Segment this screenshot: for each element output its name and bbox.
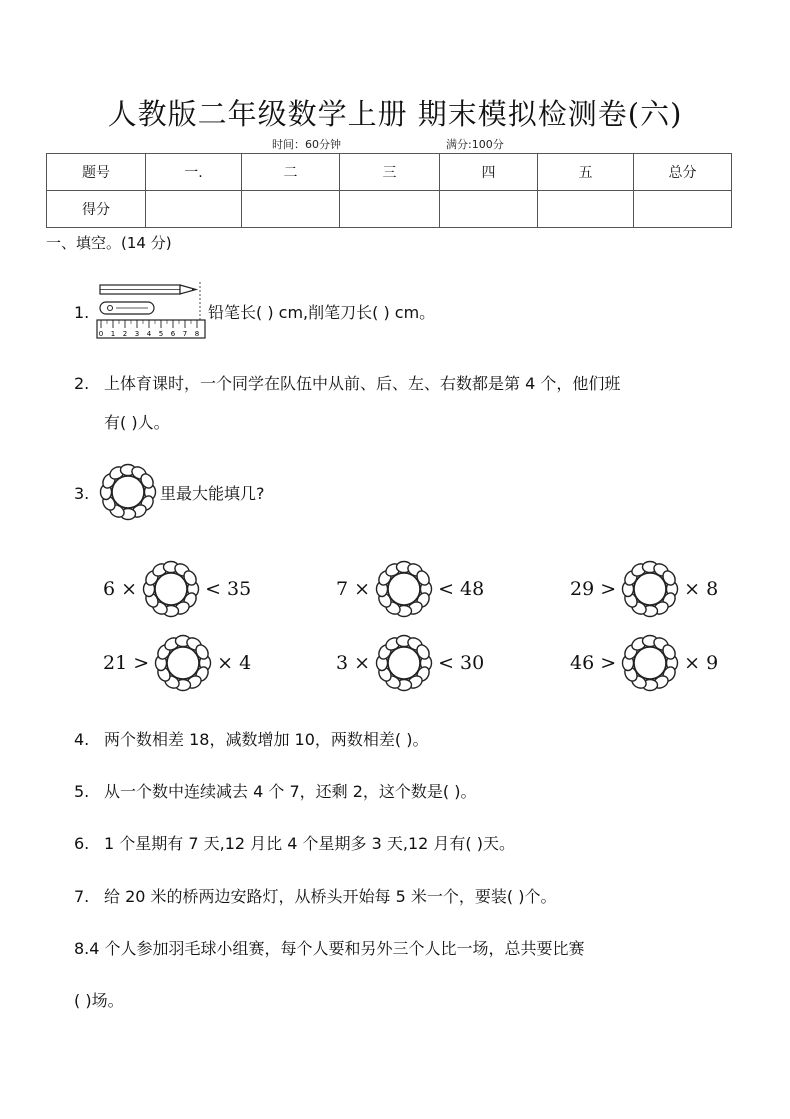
question-3-text: 里最大能填几? bbox=[160, 484, 265, 503]
flower-answer-box[interactable] bbox=[139, 557, 203, 621]
time-label: 时间：60分钟 bbox=[272, 138, 341, 151]
question-7 bbox=[74, 885, 556, 909]
flower-right: < 30 bbox=[438, 652, 485, 674]
flower-left: 7 × bbox=[336, 578, 371, 600]
score-table-header-row bbox=[47, 154, 732, 191]
flower-answer-box[interactable] bbox=[618, 557, 682, 621]
question-6-text: 1 个星期有 7 天,12 月比 4 个星期多 3 天,12 月有( )天。 bbox=[104, 834, 515, 853]
question-1-text: 铅笔长( ) cm,削笔刀长( ) cm。 bbox=[208, 303, 436, 322]
question-number: 2. bbox=[74, 374, 90, 393]
flower-answer-box[interactable] bbox=[372, 631, 436, 695]
score-cell[interactable] bbox=[538, 191, 634, 228]
flower-left: 46 > bbox=[570, 652, 617, 674]
question-2-line1: 上体育课时，一个同学在队伍中从前、后、左、右数都是第 4 个，他们班 bbox=[104, 374, 621, 393]
question-number: 4. bbox=[74, 730, 90, 749]
score-table-score-row bbox=[47, 191, 732, 228]
score-row-label: 得分 bbox=[47, 191, 146, 228]
question-4-text: 两个数相差 18，减数增加 10，两数相差( )。 bbox=[104, 730, 429, 749]
question-number: 3. bbox=[74, 484, 90, 503]
flower-problem bbox=[336, 631, 484, 695]
flower-problem bbox=[336, 557, 484, 621]
flower-icon bbox=[98, 462, 158, 522]
flower-answer-box[interactable] bbox=[151, 631, 215, 695]
score-cell[interactable] bbox=[146, 191, 242, 228]
ruler-tick-label: 5 bbox=[158, 330, 164, 338]
ruler-tick-label: 3 bbox=[134, 330, 140, 338]
page-title: 人教版二年级数学上册 期末模拟检测卷(六) bbox=[107, 97, 683, 131]
question-5 bbox=[74, 780, 476, 804]
score-cell[interactable] bbox=[242, 191, 340, 228]
score-label: 满分:100分 bbox=[446, 138, 504, 151]
flower-right: < 48 bbox=[438, 578, 485, 600]
flower-right: < 35 bbox=[205, 578, 252, 600]
header-cell: 三 bbox=[340, 154, 440, 191]
flower-problem bbox=[570, 557, 718, 621]
flower-left: 21 > bbox=[103, 652, 150, 674]
ruler-tick-label: 7 bbox=[182, 330, 188, 338]
question-8-line1: 8.4 个人参加羽毛球小组赛，每个人要和另外三个人比一场，总共要比赛 bbox=[74, 939, 585, 958]
question-2 bbox=[74, 372, 620, 396]
question-7-text: 给 20 米的桥两边安路灯，从桥头开始每 5 米一个，要装( )个。 bbox=[104, 887, 557, 906]
flower-left: 3 × bbox=[336, 652, 371, 674]
flower-right: × 9 bbox=[684, 652, 719, 674]
score-cell[interactable] bbox=[340, 191, 440, 228]
ruler-tick-label: 6 bbox=[170, 330, 176, 338]
header-cell: 四 bbox=[440, 154, 538, 191]
section-heading: 一、填空。(14 分) bbox=[46, 234, 172, 252]
ruler-tick-label: 8 bbox=[194, 330, 200, 338]
header-cell: 一. bbox=[146, 154, 242, 191]
score-cell[interactable] bbox=[634, 191, 732, 228]
question-2-line2: 有( )人。 bbox=[104, 413, 170, 432]
question-number: 1. bbox=[74, 303, 90, 322]
header-cell: 二 bbox=[242, 154, 340, 191]
flower-problem bbox=[103, 631, 251, 695]
flower-answer-box[interactable] bbox=[618, 631, 682, 695]
flower-left: 29 > bbox=[570, 578, 617, 600]
ruler-tick-label: 2 bbox=[122, 330, 128, 338]
question-number: 5. bbox=[74, 782, 90, 801]
flower-right: × 8 bbox=[684, 578, 719, 600]
question-5-text: 从一个数中连续减去 4 个 7，还剩 2，这个数是( )。 bbox=[104, 782, 477, 801]
question-number: 7. bbox=[74, 887, 90, 906]
flower-answer-box[interactable] bbox=[372, 557, 436, 621]
flower-problem bbox=[103, 557, 251, 621]
ruler-tick-label: 0 bbox=[98, 330, 104, 338]
header-cell: 总分 bbox=[634, 154, 732, 191]
flower-right: × 4 bbox=[217, 652, 252, 674]
score-cell[interactable] bbox=[440, 191, 538, 228]
header-cell: 题号 bbox=[47, 154, 146, 191]
ruler-tick-label: 4 bbox=[146, 330, 152, 338]
score-table bbox=[46, 153, 732, 228]
pencil-ruler-illustration bbox=[96, 282, 208, 342]
question-8-line2: ( )场。 bbox=[74, 991, 124, 1010]
ruler-tick-label: 1 bbox=[110, 330, 116, 338]
flower-left: 6 × bbox=[103, 578, 138, 600]
question-4 bbox=[74, 728, 428, 752]
header-cell: 五 bbox=[538, 154, 634, 191]
flower-problem bbox=[570, 631, 718, 695]
question-number: 6. bbox=[74, 834, 90, 853]
question-6 bbox=[74, 832, 515, 856]
